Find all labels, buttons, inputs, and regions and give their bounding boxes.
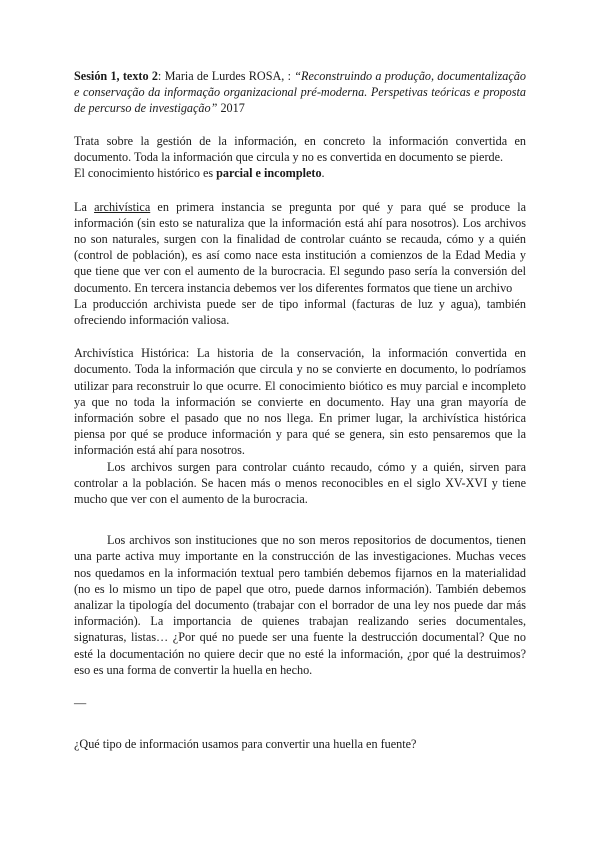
emphasis-text: parcial e incompleto [216,166,322,181]
author-name: : Maria de Lurdes ROSA, : [157,69,295,83]
separator-dash: — [74,696,87,711]
document-header [74,68,526,116]
work-title: “Reconstruindo a produção, documentalização e conservação da informação organizacional pré-moderna. Perspetivas teóricas e proposta de percurso de investigação” [74,69,526,115]
intro-paragraph: Trata sobre la gestión de la información, en concreto la información convertida en documento. Toda la información que circula y no es convertida en documento se pierde. [74,134,526,165]
closing-question: ¿Qué tipo de información usamos para convertir una huella en fuente? [74,737,417,752]
session-label: Sesión 1, texto 2 [74,69,158,83]
publication-year: 2017 [217,101,245,115]
historical-knowledge-line: El conocimiento histórico es parcial e incompleto. [74,166,325,181]
instituciones-paragraph: Los archivos son instituciones que no son meros repositorios de documentos, tienen una parte activa muy importante en la construcción de las investigaciones. Muchas veces nos quedamos en la información textual pero también debemos fijarnos en la materialidad (no es lo mismo un tipo de papel que otro, puede darnos información). También debemos analizar la tipología del documento (trabajar con el borrador de una ley nos puede dar más información). La importancia de quienes trabajan realizando series documentales, signaturas, listas… ¿Por qué no puede ser una fuente la destrucción documental? Que no esté la documentación no quiere decir que no esté la información, ¿por qué la destruimos? eso es una forma de convertir la huella en hecho. [74,533,526,677]
produccion-paragraph: La producción archivista puede ser de tipo informal (facturas de luz y agua), también ofreciendo información valiosa. [74,296,526,328]
archivistica-term: archivística [94,199,151,214]
historica-paragraph: Archivística Histórica: La historia de la conservación, la información convertida en documento. Toda la información que circula y no se convierte en documento, lo podríamos utilizar para reconstruir lo que ocurre. El conocimiento biótico es muy parcial e incompleto ya que no toda la información se convierte en documento. Hay una gran mayoría de información sobre el pasado que no nos llega. En primer lugar, la archivística histórica piensa por qué se produce información y para qué se genera, sin esto pensaremos que la información está ahí para nosotros. [74,346,526,458]
archivistica-paragraph: La archivística en primera instancia se pregunta por qué y para qué se produce la información (sin esto se naturaliza que la información está ahí para nosotros). Los archivos no son naturales, surgen con la finalidad de controlar cuánto se recauda, cómo y a quién (control de población), es así como nace esta institución a comienzos de la Edad Media y que tiene que ver con el aumento de la burocracia. El segundo paso sería la conversión del documento. En tercera instancia debemos ver los diferentes formatos que tiene un archivo [74,199,526,295]
document-page [74,68,526,753]
archivos-surgen-paragraph: Los archivos surgen para controlar cuánto recaudo, cómo y a quién, sirven para controlar a la población. Se hacen más o menos reconocibles en el siglo XV-XVI y tiene mucho que ver con el aumento de la burocracia. [74,459,526,507]
